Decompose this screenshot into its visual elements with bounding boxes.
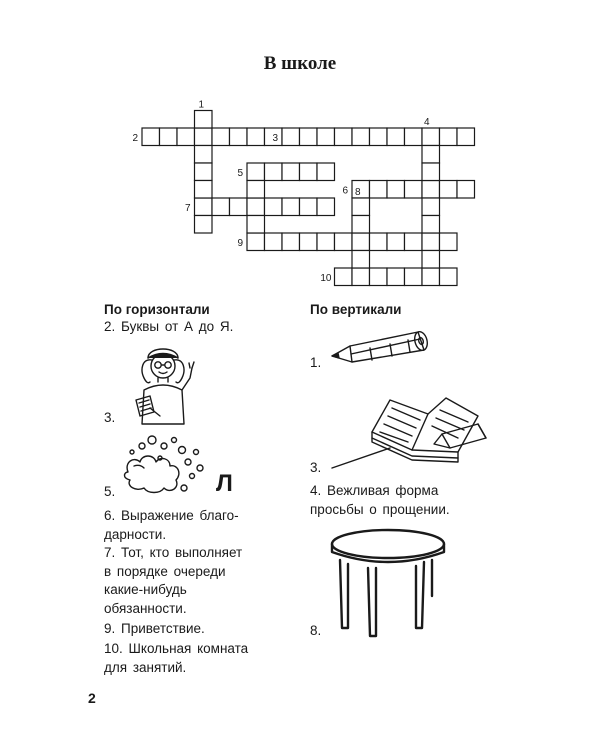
crossword-cell bbox=[370, 268, 388, 286]
soap-bubbles-illustration bbox=[118, 432, 214, 500]
crossword-cell bbox=[387, 268, 405, 286]
crossword-cell bbox=[422, 268, 440, 286]
crossword-number: 7 bbox=[184, 203, 191, 214]
crossword-cell bbox=[247, 216, 265, 234]
clue-across-10: 10. Школьная комната для занятий. bbox=[104, 641, 249, 675]
crossword-cell bbox=[230, 128, 248, 146]
crossword-number: 1 bbox=[198, 99, 205, 111]
crossword-cell bbox=[405, 233, 423, 251]
crossword-cell bbox=[160, 128, 178, 146]
crossword-cell bbox=[387, 128, 405, 146]
crossword-cell bbox=[317, 233, 335, 251]
crossword-cell bbox=[440, 181, 458, 199]
crossword-cell bbox=[387, 233, 405, 251]
crossword-cell bbox=[300, 233, 318, 251]
crossword-cell bbox=[352, 128, 370, 146]
down-heading: По вертикали bbox=[310, 302, 402, 317]
crossword-cell bbox=[177, 128, 195, 146]
crossword-cell bbox=[440, 233, 458, 251]
crossword-number: 8 bbox=[355, 187, 361, 198]
crossword-cell bbox=[352, 198, 370, 216]
crossword-cell bbox=[282, 128, 300, 146]
crossword-cell bbox=[317, 128, 335, 146]
crossword-cell bbox=[300, 163, 318, 181]
crossword-cell bbox=[212, 128, 230, 146]
crossword-cell bbox=[195, 111, 213, 129]
clue-across-2: 2. Буквы от А до Я. bbox=[104, 319, 234, 334]
crossword-cell bbox=[317, 198, 335, 216]
crossword-cell bbox=[300, 198, 318, 216]
crossword-cell bbox=[440, 268, 458, 286]
crossword-cell bbox=[370, 181, 388, 199]
crossword-cell bbox=[247, 233, 265, 251]
crossword-cell bbox=[370, 128, 388, 146]
crossword-cell bbox=[265, 198, 283, 216]
crossword-cell bbox=[247, 128, 265, 146]
crossword-cell bbox=[195, 163, 213, 181]
table-illustration bbox=[328, 526, 448, 638]
crossword-cell bbox=[195, 146, 213, 164]
crossword-cell bbox=[422, 146, 440, 164]
crossword-cell bbox=[142, 128, 160, 146]
crossword-cell bbox=[457, 181, 475, 199]
crossword-cell bbox=[440, 128, 458, 146]
crossword-number: 3 bbox=[272, 133, 278, 144]
crossword-cell bbox=[247, 198, 265, 216]
crossword-cell bbox=[352, 251, 370, 269]
crossword-cell bbox=[282, 233, 300, 251]
clue-across-7: 7. Тот, кто выполняет в порядке очереди какие-нибудь обязанности. bbox=[104, 545, 243, 616]
crossword-cell bbox=[195, 128, 213, 146]
crossword-cell bbox=[422, 198, 440, 216]
crossword-cell bbox=[352, 216, 370, 234]
crossword-cell bbox=[422, 163, 440, 181]
crossword-cell bbox=[387, 181, 405, 199]
crossword-cell bbox=[405, 128, 423, 146]
crossword-cell bbox=[195, 198, 213, 216]
crossword-cell bbox=[317, 163, 335, 181]
crossword-cell bbox=[282, 163, 300, 181]
page-title: В школе bbox=[263, 53, 337, 74]
teacher-illustration bbox=[128, 338, 198, 428]
crossword-cell bbox=[457, 128, 475, 146]
crossword-cell bbox=[335, 268, 353, 286]
crossword-cell bbox=[195, 181, 213, 199]
crossword-cell bbox=[405, 181, 423, 199]
crossword-cell bbox=[422, 233, 440, 251]
crossword-number: 9 bbox=[237, 238, 243, 249]
clue-across-6: 6. Выражение благо- дарности. bbox=[104, 508, 239, 542]
crossword-grid bbox=[0, 0, 600, 300]
clue-across-9: 9. Приветствие. bbox=[104, 621, 205, 636]
crossword-cell bbox=[335, 128, 353, 146]
clue-across-5-letter: Л bbox=[216, 470, 233, 497]
crossword-cell bbox=[352, 233, 370, 251]
crossword-cell bbox=[265, 233, 283, 251]
crossword-cell bbox=[265, 163, 283, 181]
crossword-cell bbox=[422, 251, 440, 269]
clue-down-1-number: 1. bbox=[310, 355, 322, 370]
crossword-cell bbox=[212, 198, 230, 216]
clue-down-3-number: 3. bbox=[310, 460, 322, 475]
clue-across-5-number: 5. bbox=[104, 484, 116, 499]
crossword-cell bbox=[405, 268, 423, 286]
crossword-number: 10 bbox=[320, 273, 332, 284]
crossword-cell bbox=[247, 181, 265, 199]
crossword-cell bbox=[300, 128, 318, 146]
across-heading: По горизонтали bbox=[104, 302, 210, 317]
crossword-cell bbox=[352, 268, 370, 286]
page-number: 2 bbox=[88, 690, 96, 706]
clue-down-4: 4. Вежливая форма просьбы о прощении. bbox=[310, 483, 450, 517]
open-book-illustration bbox=[328, 392, 494, 474]
crossword-cell bbox=[422, 181, 440, 199]
crossword-number: 5 bbox=[237, 168, 243, 179]
crossword-cell bbox=[370, 233, 388, 251]
crossword-number: 4 bbox=[424, 117, 430, 128]
crossword-number: 2 bbox=[132, 133, 138, 144]
crossword-cell bbox=[282, 198, 300, 216]
crossword-number: 6 bbox=[342, 185, 348, 197]
crossword-cell bbox=[422, 216, 440, 234]
pencil-illustration bbox=[330, 326, 436, 372]
clue-down-8-number: 8. bbox=[310, 623, 322, 638]
crossword-cell bbox=[247, 163, 265, 181]
crossword-cell bbox=[230, 198, 248, 216]
crossword-cell bbox=[195, 216, 213, 234]
clue-across-3-number: 3. bbox=[104, 410, 116, 425]
crossword-cell bbox=[422, 128, 440, 146]
crossword-cell bbox=[335, 233, 353, 251]
